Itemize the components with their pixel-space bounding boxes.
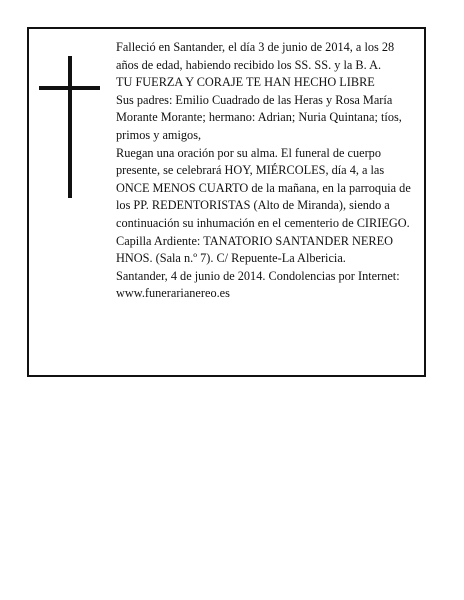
family-list: Sus padres: Emilio Cuadrado de las Heras y Rosa María Morante Morante; hermano: Adrian; Nuria Quintana; tíos, primos y amigos, (116, 92, 402, 142)
obituary-notice (27, 27, 426, 377)
date-and-condolences: Santander, 4 de junio de 2014. Condolencias por Internet: www.funerarianereo.es (116, 268, 400, 301)
motto: TU FUERZA Y CORAJE TE HAN HECHO LIBRE (116, 75, 375, 90)
funeral-details: Ruegan una oración por su alma. El funeral de cuerpo presente, se celebrará HOY, MIÉRCOLES, día 4, a las ONCE MENOS CUARTO de la mañana, en la parroquia de los PP. REDENTORISTAS (Alto de Miranda), siendo a continuación su inhumación en el cementerio de CIRIEGO. Capilla Ardiente: TANATORIO SANTANDER NEREO HNOS. (Sala n.º 7). C/ Repuente-La Albericia. (116, 145, 411, 266)
death-announcement: Falleció en Santander, el día 3 de junio de 2014, a los 28 años de edad, habiendo recibido los SS. SS. y la B. A. (116, 40, 395, 72)
cross-horizontal-bar (39, 86, 100, 90)
obituary-text (116, 39, 418, 303)
cross-vertical-bar (68, 56, 72, 198)
